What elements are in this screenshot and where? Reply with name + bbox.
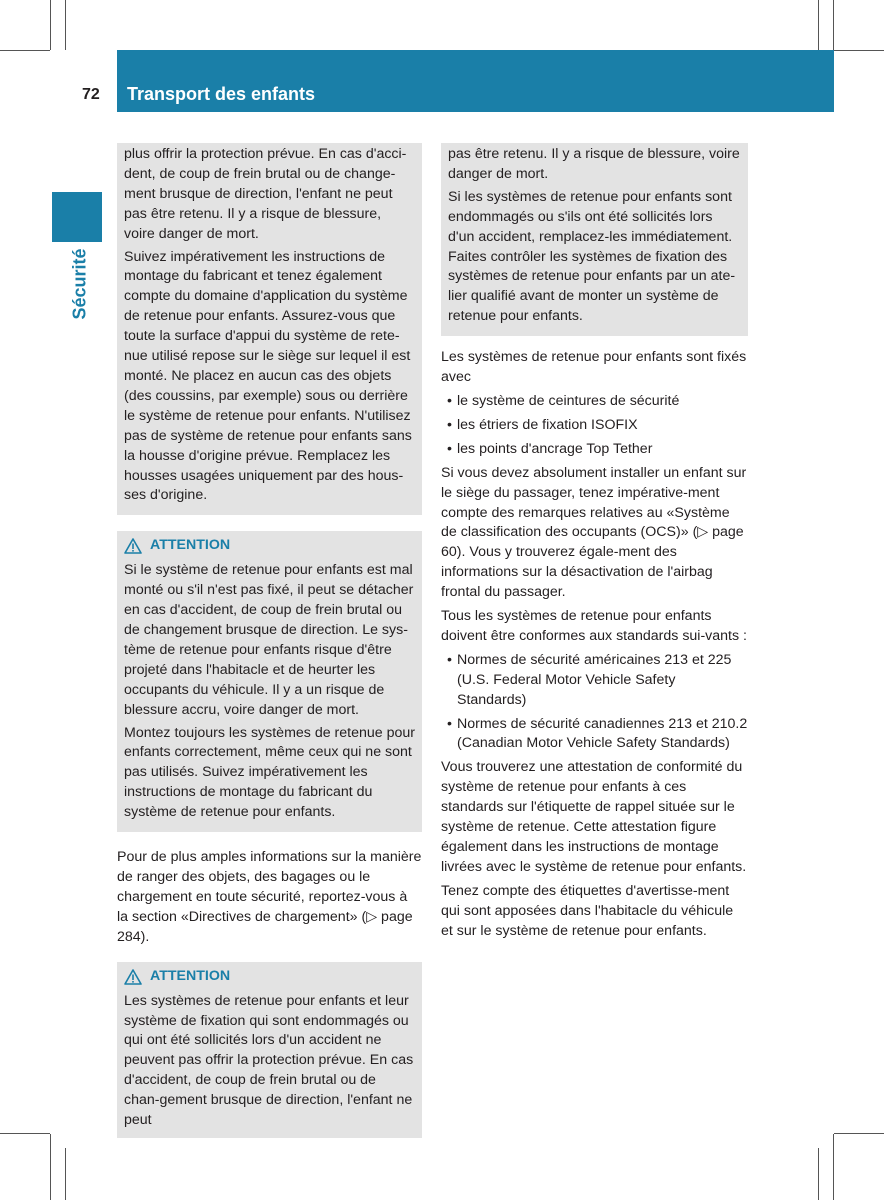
page-number: 72 xyxy=(82,86,100,103)
section-tab-marker xyxy=(52,192,102,242)
crop-mark xyxy=(818,1148,819,1200)
page-reference-link[interactable]: (▷ page 60). xyxy=(441,524,744,561)
warning-continuation-box xyxy=(117,143,422,515)
list-item: • Normes de sécurité américaines 213 et 225 (U.S. Federal Motor Vehicle Safety Standards) xyxy=(441,651,748,711)
paragraph: Les systèmes de retenue pour enfants sont fixés avec xyxy=(441,349,747,386)
left-column xyxy=(117,143,422,1138)
paragraph xyxy=(117,848,422,948)
list-item: • Normes de sécurité canadiennes 213 et 210.2 (Canadian Motor Vehicle Safety Standards) xyxy=(441,715,748,755)
section-tab-label: Sécurité xyxy=(69,248,90,320)
paragraph-text: Pour de plus amples informations sur la manière de ranger des objets, des bagages ou le chargement en toute sécurité, reportez-vous à la section «Directives de chargement» xyxy=(117,849,422,925)
paragraph-text: Si vous devez absolument installer un enfant sur le siège du passager, tenez impérative-ment compte des remarques relatives au «Système de classification des occupants (OCS)» xyxy=(441,464,747,541)
list-item: • le système de ceintures de sécurité xyxy=(441,392,748,412)
paragraph: Tenez compte des étiquettes d'avertisse-ment qui sont apposées dans l'habitacle du véhicule et sur le système de retenue pour enfants. xyxy=(441,882,734,939)
paragraph xyxy=(441,464,748,603)
warning-triangle-icon xyxy=(124,969,142,985)
right-column xyxy=(441,143,748,946)
crop-mark xyxy=(818,0,819,50)
warning-header xyxy=(124,966,415,988)
page-reference-link[interactable]: (▷ page 284). xyxy=(117,908,413,945)
paragraph: Les systèmes de retenue pour enfants et leur système de fixation qui sont endommagés ou qui ont été sollicités lors d'un accident ne peuvent pas offrir la protection prévue. En cas d'accident, de coup de frein brutal ou de chan-gement brusque de direction, l'enfant ne peut xyxy=(124,992,414,1129)
paragraph: Suivez impérativement les instructions de montage du fabricant et tenez également compte du domaine d'application du système de retenue pour enfants. Assurez-vous que toute la surface d'appui du système de rete-nue utilisé repose sur le siège sur lequel il est monté. Ne placez en aucun cas des objets (des coussins, par exemple) sous ou derrière le système de retenue pour enfants. N'utilisez pas de système de retenue pour enfants sans la housse d'origine prévue. Remplacez les housses usagées uniquement par des hous-ses d'origine. xyxy=(124,248,412,504)
fixation-list xyxy=(441,392,748,460)
standards-list xyxy=(441,651,748,755)
warning-box xyxy=(117,962,422,1138)
list-item: • les points d'ancrage Top Tether xyxy=(441,440,748,460)
list-item: • les étriers de fixation ISOFIX xyxy=(441,416,748,436)
paragraph: Si le système de retenue pour enfants est mal monté ou s'il n'est pas fixé, il peut se détacher en cas d'accident, de coup de frein brutal ou de changement brusque de direction. Le sys-tème de retenue pour enfants risque d'être projeté dans l'habitacle et de heurter les occupants du véhicule. Il y a un risque de blessure accru, voire danger de mort. xyxy=(124,562,414,718)
warning-triangle-icon xyxy=(124,538,142,554)
warning-continuation-box xyxy=(441,143,748,336)
crop-mark xyxy=(65,1148,66,1200)
crop-mark xyxy=(0,1133,50,1134)
crop-mark xyxy=(833,0,834,50)
warning-header xyxy=(124,535,415,557)
paragraph: Montez toujours les systèmes de retenue pour enfants correctement, même ceux qui ne sont pas utilisés. Suivez impérativement les instructions de montage du fabricant du système de retenue pour enfants. xyxy=(124,724,415,821)
crop-mark xyxy=(50,0,51,50)
header-bar xyxy=(117,50,834,112)
paragraph: Vous trouverez une attestation de conformité du système de retenue pour enfants à ces standards sur l'étiquette de rappel située sur le système de retenue. Cette attestation figure également dans les instructions de montage livrées avec le système de retenue pour enfants. xyxy=(441,759,747,875)
crop-mark xyxy=(834,50,884,51)
crop-mark xyxy=(833,1134,834,1200)
page-title: Transport des enfants xyxy=(127,84,316,104)
crop-mark xyxy=(50,1134,51,1200)
paragraph: plus offrir la protection prévue. En cas d'acci-dent, de coup de frein brutal ou de change-ment brusque de direction, l'enfant ne peut pas être retenu. Il y a risque de blessure, voire danger de mort. xyxy=(124,146,407,242)
crop-mark xyxy=(65,0,66,50)
paragraph-text: Vous y trouverez égale-ment des informations sur la désactivation de l'airbag frontal du passager. xyxy=(441,544,713,601)
paragraph: Si les systèmes de retenue pour enfants sont endommagés ou s'ils ont été sollicités lors d'un accident, remplacez-les immédiatement. Faites contrôler les systèmes de fixation des systèmes de retenue pour enfants par un ate-lier qualifié avant de monter un système de retenue pour enfants. xyxy=(448,188,736,325)
warning-title: ATTENTION xyxy=(150,537,231,554)
warning-box xyxy=(117,531,422,832)
warning-title: ATTENTION xyxy=(150,967,231,984)
paragraph: Tous les systèmes de retenue pour enfants doivent être conformes aux standards sui-vants : xyxy=(441,608,747,644)
paragraph: pas être retenu. Il y a risque de blessure, voire danger de mort. xyxy=(448,146,740,182)
crop-mark xyxy=(834,1133,884,1134)
crop-mark xyxy=(0,50,50,51)
